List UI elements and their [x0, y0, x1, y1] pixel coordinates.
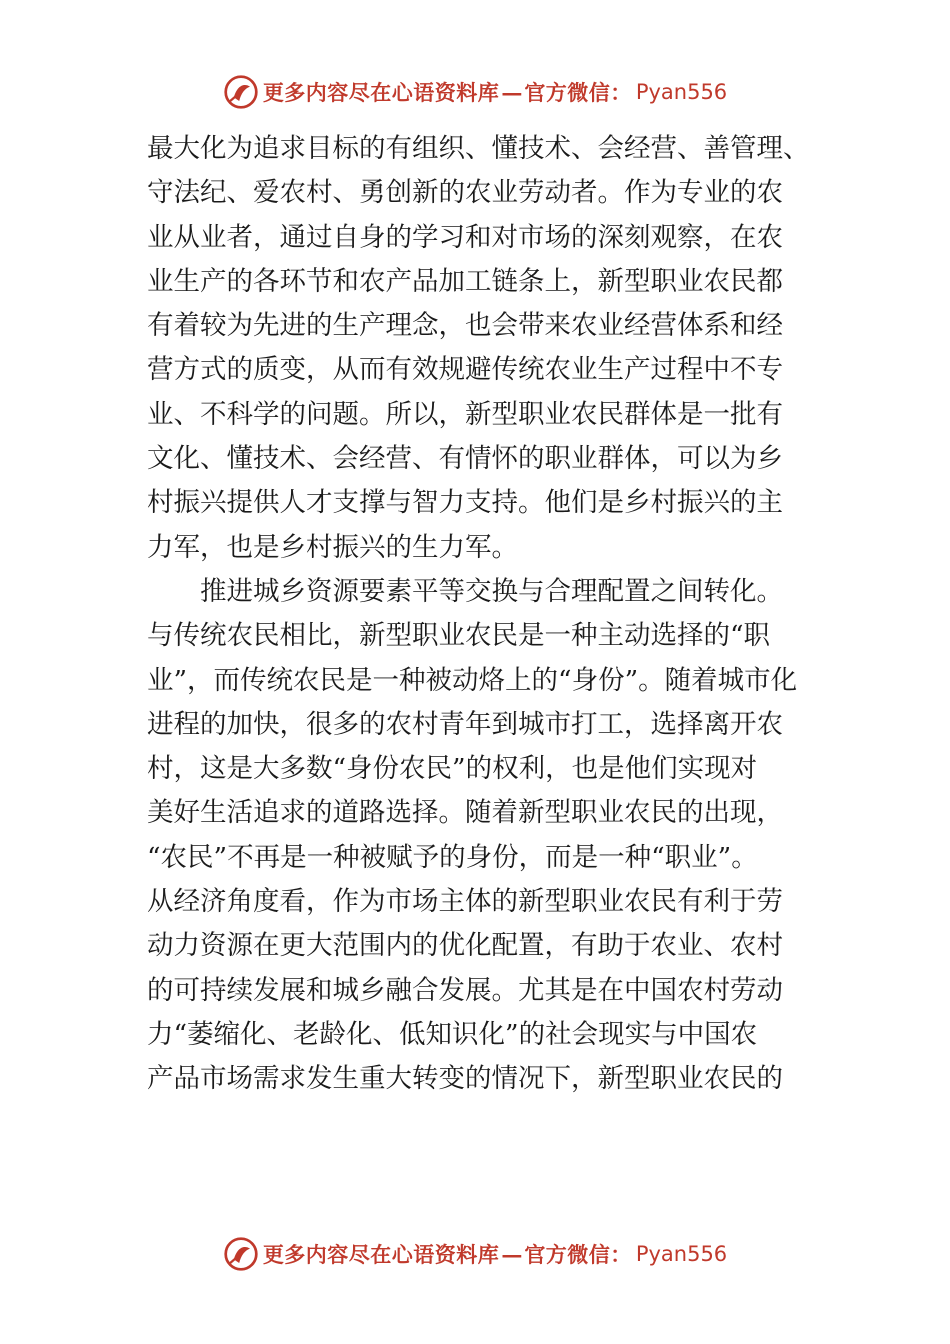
- body-line: 业从业者，通过自身的学习和对市场的深刻观察，在农: [147, 221, 783, 253]
- body-line: 产品市场需求发生重大转变的情况下，新型职业农民的: [147, 1063, 783, 1095]
- footer-contact: 官方微信：: [524, 1242, 632, 1267]
- footer-text: 更多内容尽在心语资料库: [262, 1242, 500, 1267]
- body-line: 从经济角度看，作为市场主体的新型职业农民有利于劳: [147, 886, 783, 918]
- brand-logo-icon: [223, 74, 259, 110]
- body-line: 动力资源在更大范围内的优化配置，有助于农业、农村: [147, 930, 783, 962]
- header-banner: [0, 72, 950, 112]
- body-line: 与传统农民相比，新型职业农民是一种主动选择的“职: [147, 620, 771, 652]
- body-line: 业生产的各环节和农产品加工链条上，新型职业农民都: [147, 265, 783, 297]
- header-separator: —: [501, 79, 523, 105]
- body-line: 业、不科学的问题。所以，新型职业农民群体是一批有: [147, 398, 783, 430]
- body-line: 村，这是大多数“身份农民”的权利，也是他们实现对: [147, 753, 758, 785]
- body-line: 的可持续发展和城乡融合发展。尤其是在中国农村劳动: [147, 974, 783, 1006]
- body-line: 有着较为先进的生产理念，也会带来农业经营体系和经: [147, 310, 783, 342]
- body-line: 最大化为追求目标的有组织、懂技术、会经营、善管理、: [147, 133, 810, 164]
- body-line: 美好生活追求的道路选择。随着新型职业农民的出现，: [147, 797, 783, 829]
- brand-logo-icon: [223, 1236, 259, 1272]
- header-text: 更多内容尽在心语资料库: [262, 80, 500, 105]
- body-line: 力军，也是乡村振兴的生力军。: [147, 531, 518, 563]
- footer-banner: [0, 1234, 950, 1274]
- body-line: 力“萎缩化、老龄化、低知识化”的社会现实与中国农: [147, 1018, 758, 1050]
- document-body: [147, 127, 837, 1102]
- header-contact: 官方微信：: [524, 80, 632, 105]
- body-line: 文化、懂技术、会经营、有情怀的职业群体，可以为乡: [147, 443, 783, 475]
- paragraph-start-line: 推进城乡资源要素平等交换与合理配置之间转化。: [200, 575, 783, 607]
- body-line: 守法纪、爱农村、勇创新的农业劳动者。作为专业的农: [147, 177, 783, 209]
- footer-separator: —: [501, 1241, 523, 1267]
- body-line: 村振兴提供人才支撑与智力支持。他们是乡村振兴的主: [147, 487, 783, 519]
- header-code: Pyan556: [635, 80, 728, 104]
- body-line: 营方式的质变，从而有效规避传统农业生产过程中不专: [147, 354, 783, 386]
- body-line: “农民”不再是一种被赋予的身份，而是一种“职业”。: [147, 841, 758, 873]
- body-line: 进程的加快，很多的农村青年到城市打工，选择离开农: [147, 708, 783, 740]
- body-line: 业”，而传统农民是一种被动烙上的“身份”。随着城市化: [147, 664, 798, 696]
- footer-code: Pyan556: [635, 1242, 728, 1266]
